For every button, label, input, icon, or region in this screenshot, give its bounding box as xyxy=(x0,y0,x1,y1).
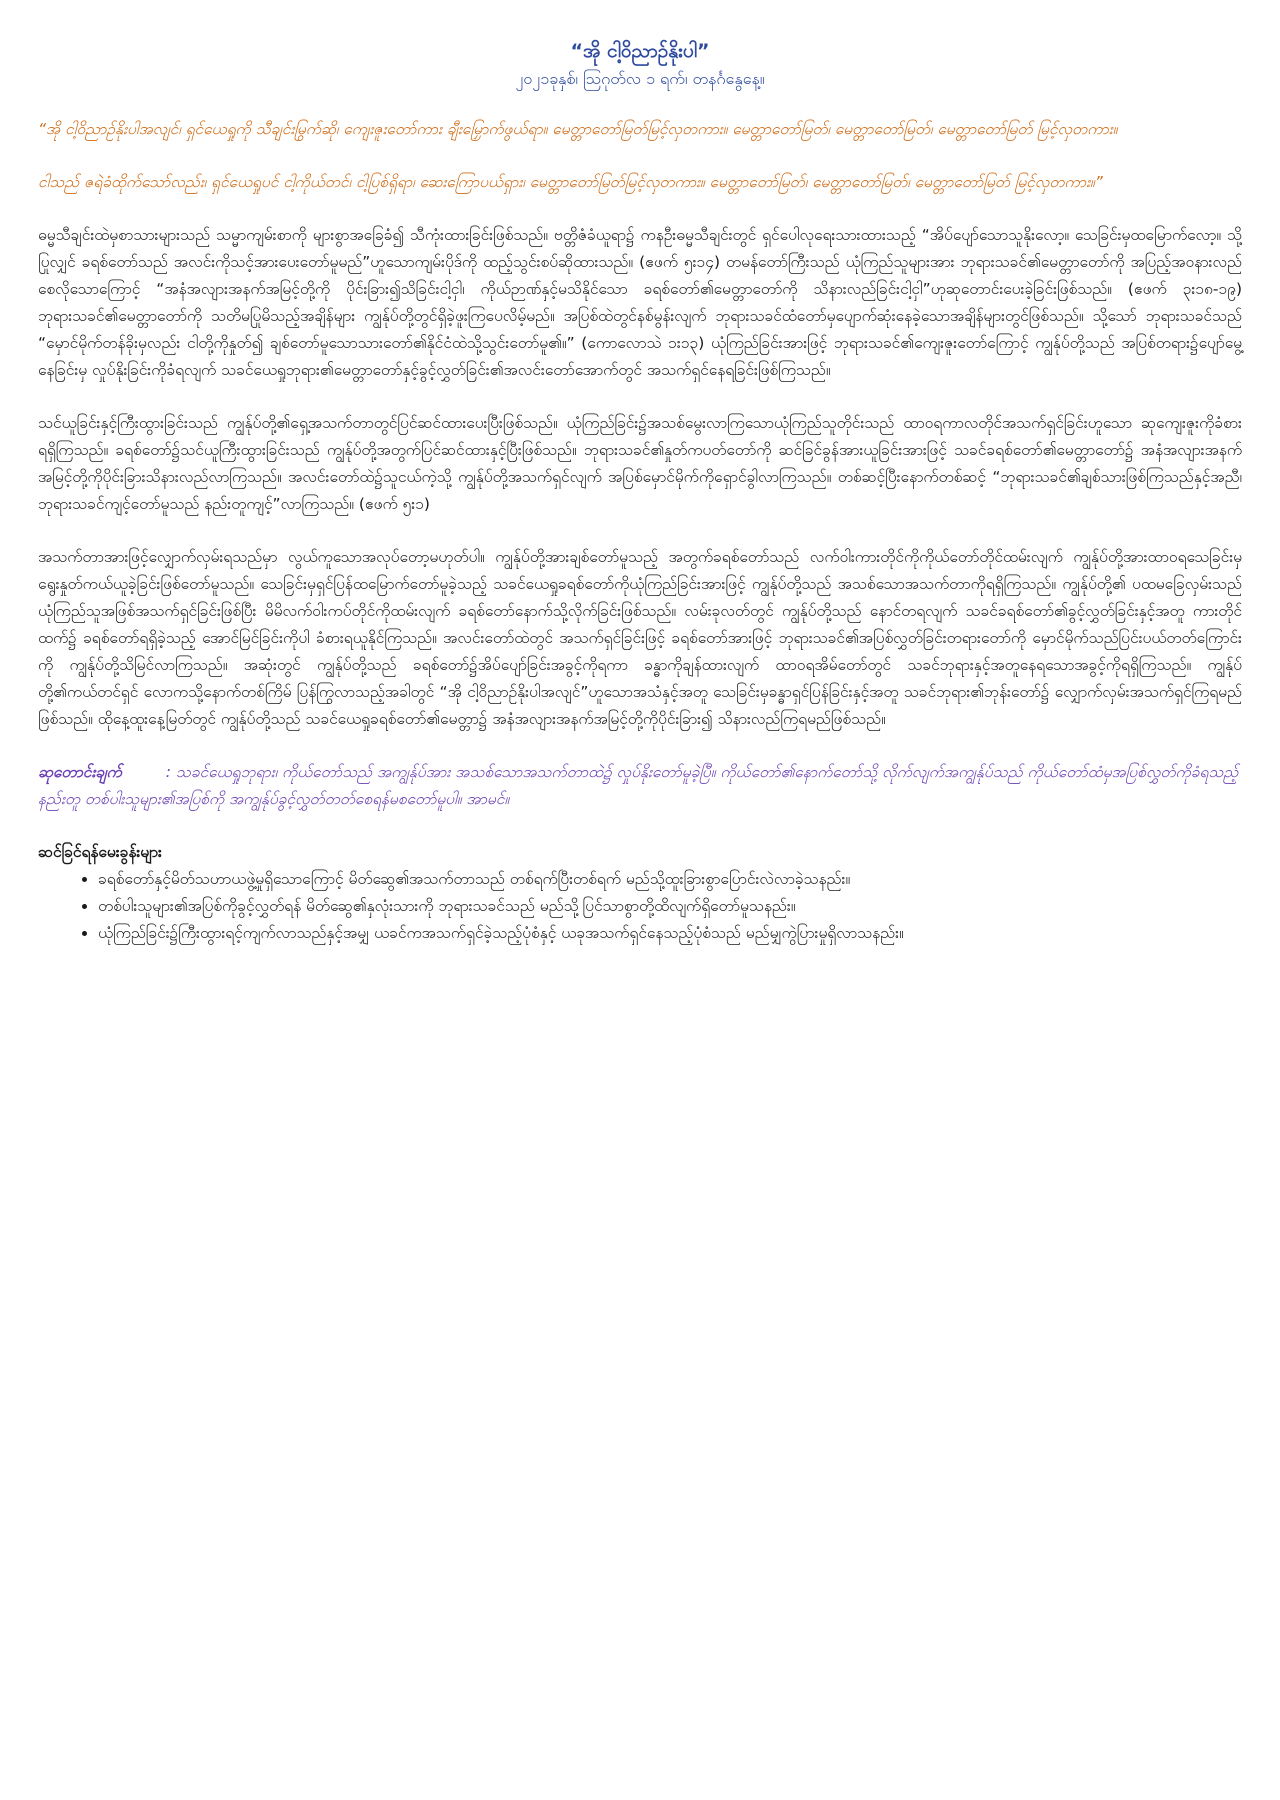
question-item: • တစ်ပါးသူများ၏အပြစ်ကိုခွင့်လွှတ်ရန် မိတ်ဆွေ၏နှလုံးသားကို ဘုရားသခင်သည် မည်သို့ပြင်သာစွာတို့ထိလျက်ရှိတော်မူသနည်း။ xyxy=(98,893,1242,920)
page-title: “အို ငါ့ဝိညာဉ်နိုးပါ” xyxy=(570,40,710,62)
body-paragraph-1: ဓမ္မသီချင်းထဲမှစာသားများသည် သမ္မာကျမ်းစာကို များစွာအခြေခံ၍ သီကုံးထားခြင်းဖြစ်သည်။ ဗတ္တိဇံခံယူရာ၌ ကနဦးဓမ္မသီချင်းတွင် ရှင်ပေါလုရေးသားထားသည့် “အိပ်ပျော်သောသူနိုးလော့။ သေခြင်းမှထမြောက်လော့။ သို့ပြုလျှင် ခရစ်တော်သည် အလင်းကိုသင့်အားပေးတော်မူမည်”ဟူသောကျမ်းပိုဒ်ကို ထည့်သွင်းစပ်ဆိုထားသည်။ (ဧဖက် ၅း၁၄) တမန်တော်ကြီးသည် ယုံကြည်သူများအား ဘုရားသခင်၏မေတ္တာတော်ကို အပြည့်အဝနားလည်စေလိုသောကြောင့် “အနံအလျားအနက်အမြင့်တို့ကို ပိုင်းခြား၍သိခြင်းငါ့ငှါ၊ ကိုယ်ဉာဏ်နှင့်မသိနိုင်သော ခရစ်တော်၏မေတ္တာတော်ကို သိနားလည်ခြင်းငါ့ငှါ”ဟုဆုတောင်းပေးခဲ့ခြင်းဖြစ်သည်။ (ဧဖက် ၃း၁၈-၁၉) ဘုရားသခင်၏မေတ္တာတော်ကို သတိမပြုမိသည့်အချိန်များ ကျွန်ုပ်တို့တွင်ရှိခဲ့ဖူးကြပေလိမ့်မည်။ အပြစ်ထဲတွင်နစ်မွန်းလျက် ဘုရားသခင်ထံတော်မှပျောက်ဆုံးနေခဲ့သောအချိန်များတွင်ဖြစ်သည်။ သို့သော် ဘုရားသခင်သည် “မှောင်မိုက်တန်ခိုးမှလည်း ငါတို့ကိုနှုတ်၍ ချစ်တော်မူသောသားတော်၏နိုင်ငံထဲသို့သွင်းတော်မူ၏။” (ကောလောသဲ ၁း၁၃) ယုံကြည်ခြင်းအားဖြင့် ဘုရားသခင်၏ကျေးဇူးတော်ကြောင့် ကျွန်ုပ်တို့သည် အပြစ်တရား၌ပျော်မွေ့နေခြင်းမှ လှုပ်နိုးခြင်းကိုခံရလျက် သခင်ယေရှုဘုရား၏မေတ္တာတော်နှင့်ခွင့်လွှတ်ခြင်း၏အလင်းတော်အောက်တွင် အသက်ရှင်နေရခြင်းဖြစ်ကြသည်။ xyxy=(38,226,1242,379)
prayer-block xyxy=(38,759,1242,813)
prayer-text: : သခင်ယေရှုဘုရား၊ ကိုယ်တော်သည် အကျွန်ုပ်အား အသစ်သောအသက်တာထဲ၌ လှုပ်နိုးတော်မူခဲ့ပြီ။ ကိုယ်တော်၏နောက်တော်သို့ လိုက်လျက်အကျွန်ုပ်သည် ကိုယ်တော်ထံမှအပြစ်လွှတ်ကိုခံရသည့်နည်းတူ တစ်ပါးသူများ၏အပြစ်ကို အကျွန်ုပ်ခွင့်လွှတ်တတ်စေရန်မစတော်မူပါ။ အာမင်။ xyxy=(38,763,1239,808)
questions-list xyxy=(38,866,1242,947)
devotional-page xyxy=(38,36,1242,947)
date-line: ၂၀၂၁ခုနှစ်၊ ဩဂုတ်လ ၁ ရက်၊ တနင်္ဂနွေနေ့။ xyxy=(515,69,765,88)
questions-heading: ဆင်ခြင်ရန်မေးခွန်းများ xyxy=(38,843,162,861)
body-paragraph-2: သင်ယူခြင်းနှင့်ကြီးထွားခြင်းသည် ကျွန်ုပ်တို့၏ရှေ့အသက်တာတွင်ပြင်ဆင်ထားပေးပြီးဖြစ်သည်။ ယုံကြည်ခြင်း၌အသစ်မွေးလာကြသောယုံကြည်သူတိုင်းသည် ထာဝရကာလတိုင်အသက်ရှင်ခြင်းဟူသော ဆုကျေးဇူးကိုခံစားရရှိကြသည်။ ခရစ်တော်၌သင်ယူကြီးထွားခြင်းသည် ကျွန်ုပ်တို့အတွက်ပြင်ဆင်ထားနှင့်ပြီးဖြစ်သည်။ ဘုရားသခင်၏နှုတ်ကပတ်တော်ကို ဆင်ခြင်ခွန်အားယူခြင်းအားဖြင့် သခင်ခရစ်တော်၏မေတ္တာတော်၌ အနံအလျားအနက်အမြင့်တို့ကိုပိုင်းခြားသိနားလည်လာကြသည်။ အလင်းတော်ထဲ၌သူငယ်ကဲ့သို့ ကျွန်ုပ်တို့အသက်ရှင်လျက် အပြစ်မှောင်မိုက်ကိုရှောင်ခွါလာကြသည်။ တစ်ဆင့်ပြီးနောက်တစ်ဆင့် “ဘုရားသခင်၏ချစ်သားဖြစ်ကြသည်နှင့်အညီ၊ ဘုရားသခင်ကျင့်တော်မူသည် နည်းတူကျင့်”လာကြသည်။ (ဧဖက် ၅း၁) xyxy=(38,414,1242,513)
hymn-quote-verse-1: “အို ငါ့ဝိညာဉ်နိုးပါအလျင်၊ ရှင်ယေရှုကို သီချင်းမြွက်ဆို၊ ကျေးဇူးတော်ကား ချီးမြှောက်ဖွယ်ရာ။ မေတ္တာတော်မြတ်မြင့်လှတကား။ မေတ္တာတော်မြတ်၊ မေတ္တာတော်မြတ်၊ မေတ္တာတော်မြတ် မြင့်လှတကား။ xyxy=(38,120,1118,138)
question-item: • ယုံကြည်ခြင်း၌ကြီးထွားရင့်ကျက်လာသည်နှင့်အမျှ ယခင်ကအသက်ရှင်ခဲ့သည့်ပုံစံနှင့် ယခုအသက်ရှင်နေသည့်ပုံစံသည် မည်မျှကွဲပြားမှုရှိလာသနည်း။ xyxy=(98,920,1242,947)
question-item: • ခရစ်တော်နှင့်မိတ်သဟာယဖွဲ့မှုရှိသောကြောင့် မိတ်ဆွေ၏အသက်တာသည် တစ်ရက်ပြီးတစ်ရက် မည်သို့ထူးခြားစွာပြောင်းလဲလာခဲ့သနည်း။ xyxy=(98,866,1242,893)
body-paragraph-3: အသက်တာအားဖြင့်လျှောက်လှမ်းရသည်မှာ လွယ်ကူသောအလုပ်တော့မဟုတ်ပါ။ ကျွန်ုပ်တို့အားချစ်တော်မူသည့် အတွက်ခရစ်တော်သည် လက်ဝါးကားတိုင်ကိုကိုယ်တော်တိုင်ထမ်းလျက် ကျွန်ုပ်တို့အားထာဝရသေခြင်းမှ ရွေးနှုတ်ကယ်ယူခဲ့ခြင်းဖြစ်တော်မူသည်။ သေခြင်းမှရှင်ပြန်ထမြောက်တော်မူခဲ့သည့် သခင်ယေရှုခရစ်တော်ကိုယုံကြည်ခြင်းအားဖြင့် ကျွန်ုပ်တို့သည် အသစ်သောအသက်တာကိုရရှိကြသည်။ ကျွန်ုပ်တို့၏ ပထမခြေလှမ်းသည် ယုံကြည်သူအဖြစ်အသက်ရှင်ခြင်းဖြစ်ပြီး မိမိလက်ဝါးကပ်တိုင်ကိုထမ်းလျက် ခရစ်တော်နောက်သို့လိုက်ခြင်းဖြစ်သည်။ လမ်းခုလတ်တွင် ကျွန်ုပ်တို့သည် နောင်တရလျက် သခင်ခရစ်တော်၏ခွင့်လွှတ်ခြင်းနှင့်အတူ ကားတိုင်ထက်၌ ခရစ်တော်ရရှိခဲ့သည့် အောင်မြင်ခြင်းကိုပါ ခံစားရယူနိုင်ကြသည်။ အလင်းတော်ထဲတွင် အသက်ရှင်ခြင်းဖြင့် ခရစ်တော်အားဖြင့် ဘုရားသခင်၏အပြစ်လွှတ်ခြင်းတရားတော်ကို မှောင်မိုက်သည်ပြင်းပယ်တတ်ကြောင်းကို ကျွန်ုပ်တို့သိမြင်လာကြသည်။ အဆုံးတွင် ကျွန်ုပ်တို့သည် ခရစ်တော်၌အိပ်ပျော်ခြင်းအခွင့်ကိုရကာ ခန္ဓာကိုချန်ထားလျက် ထာဝရအိမ်တော်တွင် သခင်ဘုရားနှင့်အတူနေရသောအခွင့်ကိုရရှိကြသည်။ ကျွန်ုပ်တို့၏ကယ်တင်ရှင် လောကသို့နောက်တစ်ကြိမ် ပြန်ကြွလာသည့်အခါတွင် “အို ငါ့ဝိညာဉ်နိုးပါအလျင်”ဟူသောအသံနှင့်အတူ သေခြင်းမှခန္ဓာရှင်ပြန်ခြင်းနှင့်အတူ သခင်ဘုရား၏ဘုန်းတော်၌ လျှောက်လှမ်းအသက်ရှင်ကြရမည်ဖြစ်သည်။ ထိုနေ့ထူးနေ့မြတ်တွင် ကျွန်ုပ်တို့သည် သခင်ယေရှုခရစ်တော်၏မေတ္တာ၌ အနံအလျားအနက်အမြင့်တို့ကိုပိုင်းခြား၍ သိနားလည်ကြရမည်ဖြစ်သည်။ xyxy=(38,548,1242,728)
hymn-quote-verse-2: ငါသည် ဇရဲခံထိုက်သော်လည်း၊ ရှင်ယေရှုပင် ငါ့ကိုယ်တင်၊ ငါ့ပြစ်ရှိရာ၊ ဆေးကြောပယ်ရှား၊ မေတ္တာတော်မြတ်မြင့်လှတကား။ မေတ္တာတော်မြတ်၊ မေတ္တာတော်မြတ်၊ မေတ္တာတော်မြတ် မြင့်လှတကား။” xyxy=(38,173,1103,191)
prayer-label: ဆုတောင်းချက် xyxy=(38,763,122,781)
